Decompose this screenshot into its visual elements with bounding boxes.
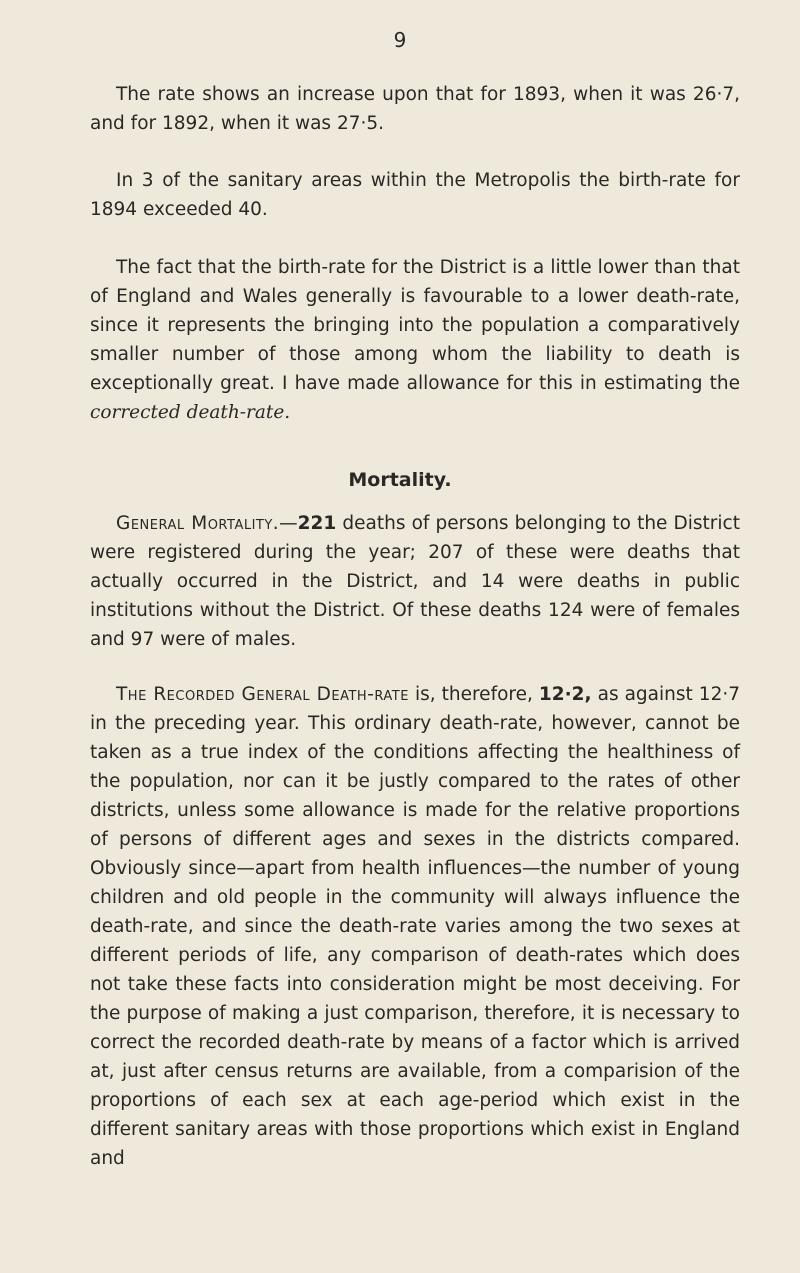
general-mortality-text: deaths of persons belonging to the District were registered during the year; 207 of these were deaths that actually occurred in the District, and 14 were deaths in public institutions without the District. Of these deaths 124 were of females and 97 were of males.	[90, 513, 740, 650]
deaths-count: 221	[297, 513, 337, 534]
paragraph-birth-rate-district	[90, 253, 740, 427]
paragraph-recorded-death-rate	[90, 680, 740, 1173]
paragraph-text: In 3 of the sanitary areas within the Metropolis the birth-rate for 1894 exceeded 40.	[90, 170, 740, 220]
paragraph-text: General Mortality.—221 deaths of persons belonging to the District were registered during the year; 207 of these were deaths that actually occurred in the District, and 14 were deaths in public institutions without the District. Of these deaths 124 were of females and 97 were of males.	[90, 513, 740, 650]
paragraph-birth-rate-comparison	[90, 80, 740, 138]
paragraph-general-mortality	[90, 509, 740, 654]
recorded-death-rate-mid: is, therefore,	[408, 684, 539, 705]
recorded-death-rate-lead: The Recorded General Death-rate	[116, 684, 409, 705]
general-mortality-lead: General Mortality.	[116, 513, 280, 534]
recorded-death-rate-value: 12·2,	[538, 684, 592, 705]
paragraph-text-main: The fact that the birth-rate for the District is a little lower than that of England and Wales generally is favourable to a lower death-rate, since it represents the bringing into the population a comparatively smaller number of those among whom the liability to death is exceptionally great. I have made allowance for this in estimating the	[90, 257, 740, 394]
recorded-death-rate-text: as against 12·7 in the preceding year. This ordinary death-rate, however, cannot be taken as a true index of the conditions affecting the healthiness of the population, nor can it be justly compared to the rates of other districts, unless some allowance is made for the relative proportions of persons of different ages and sexes in the districts compared. Obviously since—apart from health influences—the number of young children and old people in the community will always influence the death-rate, and since the death-rate varies among the two sexes at different periods of life, any comparison of death-rates which does not take these facts into consideration might be most deceiving. For the purpose of making a just comparison, therefore, it is necessary to correct the recorded death-rate by means of a factor which is arrived at, just after census returns are available, from a comparision of the proportions of each sex at each age-period which exist in the different sanitary areas with those proportions which exist in England and	[90, 684, 740, 1169]
paragraph-text	[90, 253, 740, 427]
section-heading-mortality: Mortality.	[348, 469, 452, 491]
paragraph-sanitary-areas	[90, 166, 740, 224]
paragraph-text: The rate shows an increase upon that for 1893, when it was 26·7, and for 1892, when it was 27·5.	[90, 84, 740, 134]
paragraph-text	[90, 680, 740, 1173]
corrected-death-rate-emphasis: corrected death-rate.	[90, 402, 291, 423]
page-number: 9	[393, 28, 407, 52]
